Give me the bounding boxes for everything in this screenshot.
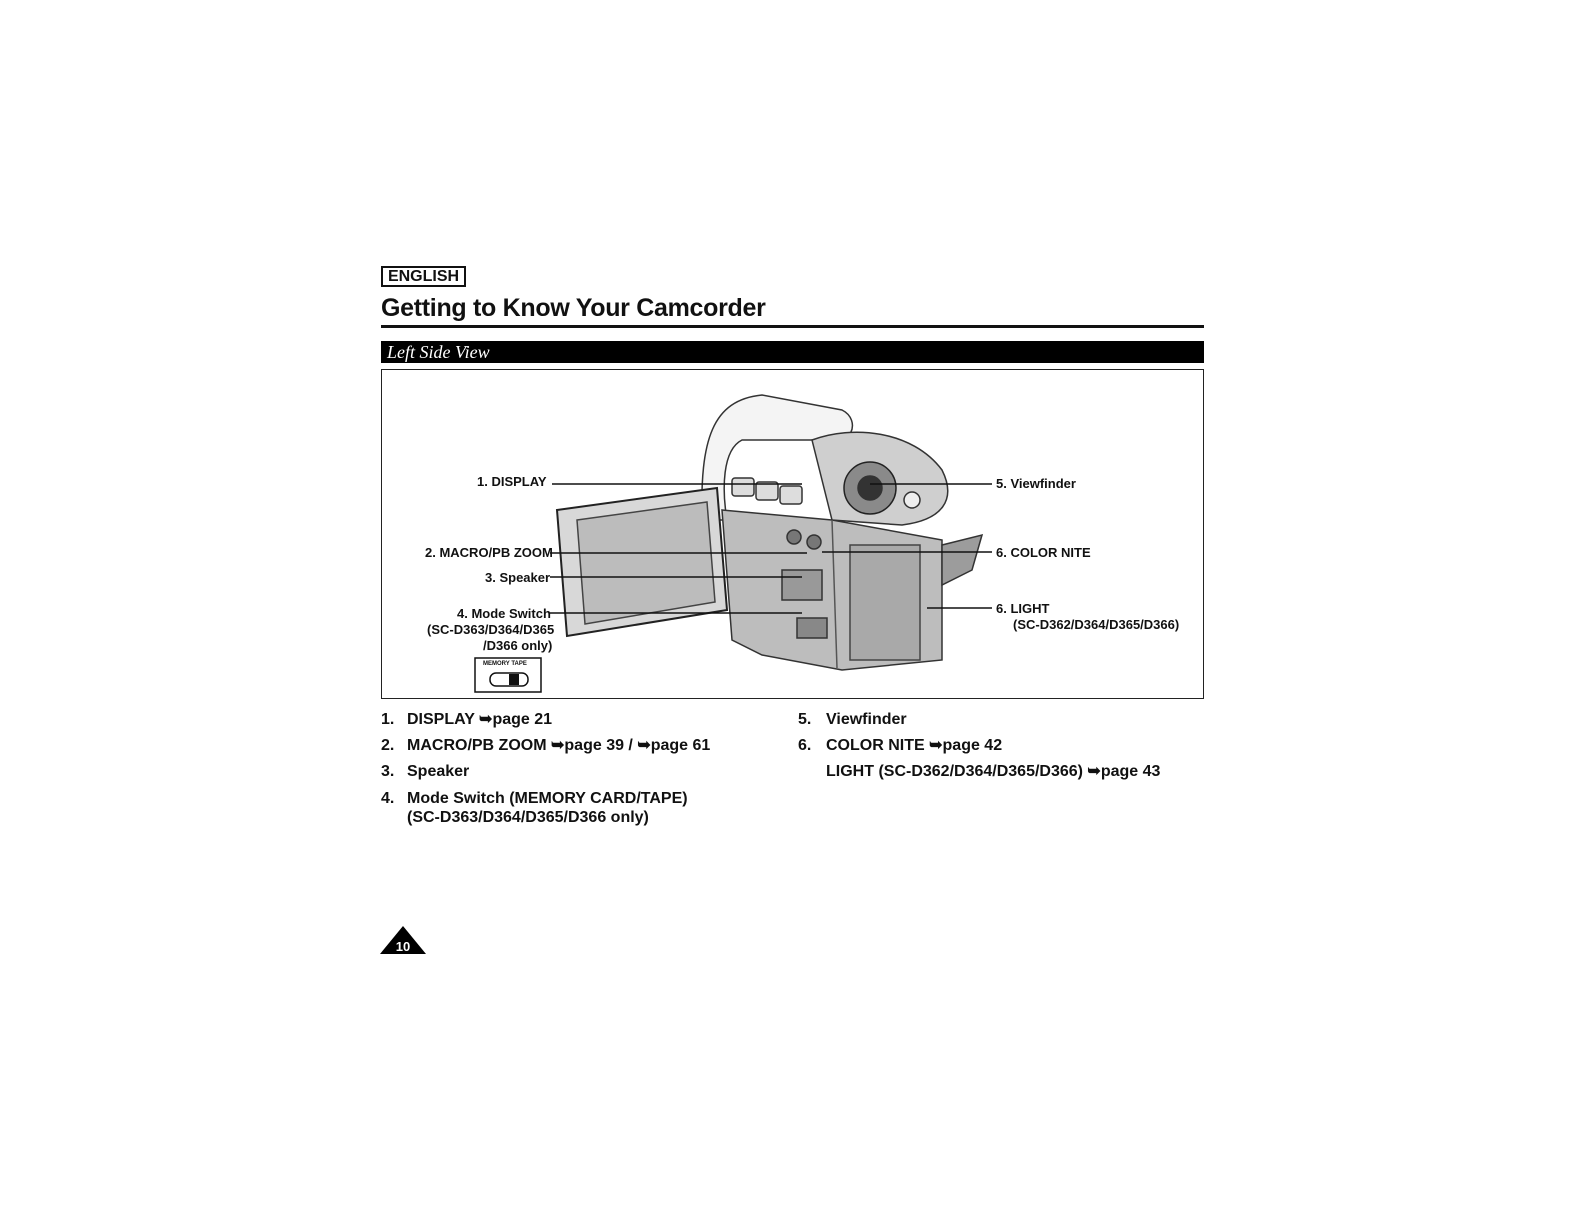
language-badge: ENGLISH [381,266,466,287]
list-text: Viewfinder [826,711,907,728]
callout-speaker: 3. Speaker [485,570,551,585]
callout-light-models: (SC-D362/D364/D365/D366) [1013,617,1180,632]
list-text: MACRO/PB ZOOM ➥page 39 / ➥page 61 [407,737,711,754]
camcorder-figure [381,369,1204,699]
list-number: 2. [381,737,395,754]
list-number: 1. [381,711,395,728]
list-text: COLOR NITE ➥page 42 [826,737,1003,754]
callout-mode-switch-only: /D366 only) [483,638,553,653]
callout-color-nite: 6. COLOR NITE [996,545,1091,560]
list-number: 4. [381,790,395,807]
list-text: DISPLAY ➥page 21 [407,711,553,728]
page-title: Getting to Know Your Camcorder [381,294,766,322]
section-header [381,341,1204,363]
page-number: 10 [395,939,411,954]
callout-display: 1. DISPLAY [477,474,547,489]
list-text: Mode Switch (MEMORY CARD/TAPE) [407,790,688,807]
callout-mode-switch-models: (SC-D363/D364/D365 [427,622,555,637]
camcorder-drawing [557,395,982,670]
list-number: 5. [798,711,812,728]
title-divider [381,325,1204,328]
list-number: 6. [798,737,812,754]
list-number: 3. [381,763,395,780]
list-text: Speaker [407,763,470,780]
callout-viewfinder: 5. Viewfinder [996,476,1076,491]
callout-mode-switch: 4. Mode Switch [457,606,551,621]
callout-light: 6. LIGHT [996,601,1050,616]
list-text-line2: (SC-D363/D364/D365/D366 only) [407,809,649,826]
switch-label: MEMORY TAPE [483,661,527,667]
list-text: LIGHT (SC-D362/D364/D365/D366) ➥page 43 [826,763,1161,780]
callout-macro: 2. MACRO/PB ZOOM [425,545,553,560]
section-title: Left Side View [387,342,490,362]
page-number-marker [380,926,426,959]
